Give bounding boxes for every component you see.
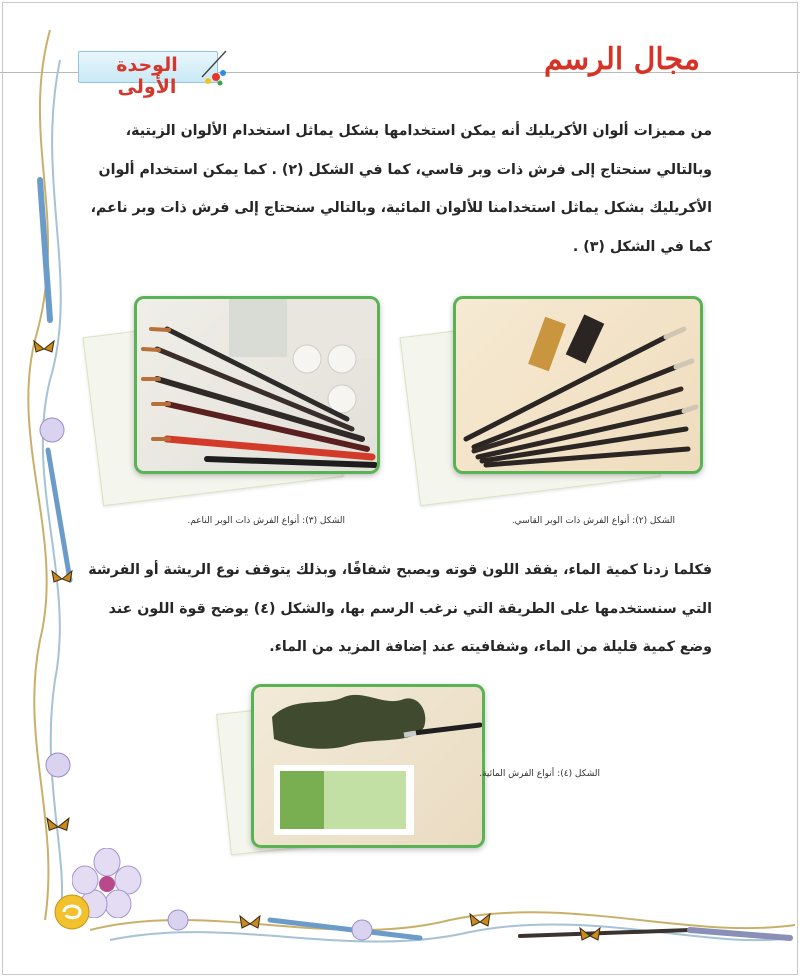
unit-badge <box>78 45 228 98</box>
page-number-badge <box>52 893 92 931</box>
stiff-brushes-illustration <box>456 299 700 471</box>
bottom-brushes-decoration <box>90 890 795 960</box>
figure-3-caption: الشكل (٣): أنواع الفرش ذات الوبر الناعم. <box>187 516 345 526</box>
butterfly-icon <box>32 338 56 360</box>
vine-border-decoration <box>0 20 90 940</box>
paint-strength-illustration <box>254 687 482 845</box>
figure-2-caption: الشكل (٢): أنواع الفرش ذات الوبر القاسي. <box>511 516 675 526</box>
figure-4-photo <box>251 684 485 848</box>
butterfly-icon <box>50 568 74 590</box>
figure-4-caption: الشكل (٤): أنواع الفرش المائية. <box>479 769 600 779</box>
field-title: مجال الرسم <box>544 42 700 77</box>
figure-3 <box>88 292 388 512</box>
intro-paragraph: من مميزات ألوان الأكريليك أنه يمكن استخدامها بشكل يماثل استخدام الألوان الزيتية، وبالتالي سنحتاج إلى فرش ذات وبر قاسي، كما في الشكل (٢) . كما يمكن استخدام ألوان الأكريليك بشكل يماثل استخدامنا للألوان المائية، وبالتالي سنحتاج إلى فرش ذات وبر ناعم، كما في الشكل (٣) . <box>90 123 712 255</box>
water-paragraph: فكلما زدنا كمية الماء، يفقد اللون قوته ويصبح شفافًا، وبذلك يتوقف نوع الريشة أو الفرشة التي سنستخدمها على الطريقة التي نرغب الرسم بها، والشكل (٤) يوضح قوة اللون عند وضع كمية قليلة من الماء، وشفافيته عند إضافة المزيد من الماء. <box>88 562 712 655</box>
figure-2 <box>405 292 710 512</box>
soft-brushes-illustration <box>137 299 377 471</box>
butterfly-icon <box>44 815 72 839</box>
unit-label: الوحدة الأولى <box>116 54 178 98</box>
figure-3-photo <box>134 296 380 474</box>
figure-2-photo <box>453 296 703 474</box>
figure-4 <box>215 680 490 850</box>
